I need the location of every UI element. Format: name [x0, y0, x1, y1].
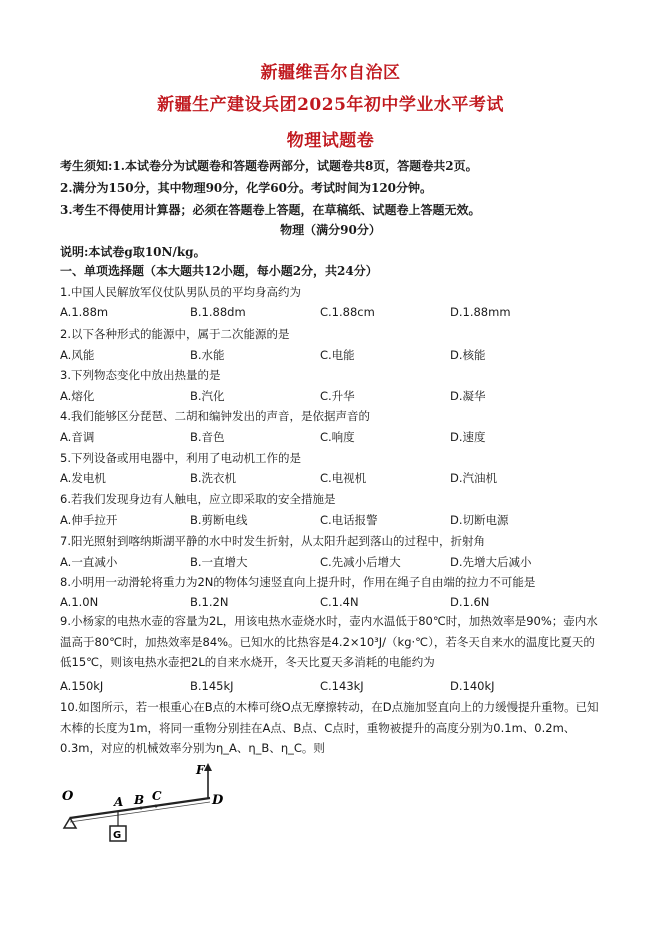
option-c: C.电能 — [320, 348, 355, 362]
option-c: C.1.4N — [320, 595, 359, 609]
question-9-options — [60, 679, 620, 695]
notice-line-3: 3.考生不得使用计算器；必须在答题卷上答题，在草稿纸、试题卷上答题无效。 — [60, 203, 481, 217]
label-c: C — [152, 789, 162, 803]
question-2-options — [60, 347, 620, 363]
option-b: B.145kJ — [190, 679, 234, 693]
option-b: B.1.2N — [190, 595, 229, 609]
option-c: C.先减小后增大 — [320, 555, 401, 569]
point-c-marker — [155, 805, 158, 808]
force-arrow-head — [204, 763, 212, 771]
option-d: D.先增大后减小 — [450, 555, 532, 569]
question-8-stem: 8.小明用一动滑轮将重力为2N的物体匀速竖直向上提升时，作用在绳子自由端的拉力不可能是 — [60, 575, 536, 589]
label-b: B — [134, 793, 145, 807]
label-o: O — [62, 789, 74, 804]
explanation: 说明:本试卷g取10N/kg。 — [60, 245, 206, 259]
option-b: B.一直增大 — [190, 555, 248, 569]
option-a: A.1.88m — [60, 305, 109, 319]
option-a: A.150kJ — [60, 679, 104, 693]
question-7-stem: 7.阳光照射到喀纳斯湖平静的水中时发生折射，从太阳升起到落山的过程中，折射角 — [60, 534, 485, 548]
question-5-options — [60, 470, 620, 486]
option-a: A.风能 — [60, 348, 95, 362]
option-d: D.速度 — [450, 430, 486, 444]
question-4-stem: 4.我们能够区分琵琶、二胡和编钟发出的声音，是依据声音的 — [60, 409, 370, 423]
option-d: D.核能 — [450, 348, 486, 362]
label-g: G — [113, 830, 122, 841]
option-b: B.汽化 — [190, 389, 225, 403]
option-d: D.切断电源 — [450, 513, 509, 527]
option-a: A.1.0N — [60, 595, 99, 609]
paper-title: 物理试题卷 — [286, 131, 375, 151]
option-c: C.响度 — [320, 430, 355, 444]
region-title: 新疆维吾尔自治区 — [260, 63, 401, 83]
option-c: C.1.88cm — [320, 305, 375, 319]
option-a: A.音调 — [60, 430, 95, 444]
label-a: A — [114, 795, 124, 809]
section-title: 物理（满分90分） — [280, 223, 381, 237]
label-f: F — [196, 763, 205, 777]
lever-diagram — [56, 760, 236, 850]
option-d: D.汽油机 — [450, 471, 498, 485]
option-b: B.1.88dm — [190, 305, 246, 319]
option-a: A.伸手拉开 — [60, 513, 118, 527]
question-6-stem: 6.若我们发现身边有人触电，应立即采取的安全措施是 — [60, 492, 336, 506]
option-b: B.剪断电线 — [190, 513, 248, 527]
question-5-stem: 5.下列设备或用电器中，利用了电动机工作的是 — [60, 451, 301, 465]
question-9-stem: 9.小杨家的电热水壶的容量为2L，用该电热水壶烧水时，壶内水温低于80℃时，加热效率是90%；壶内水温高于80℃时，加热效率是84%。已知水的比热容是4.2×10³J/（kg·℃），若冬天自来水的温度比夏天的低15℃，则该电热水壶把2L的自来水烧开，冬天比夏天多消耗的电能约为 — [60, 614, 598, 669]
part-heading: 一、单项选择题（本大题共12小题，每小题2分，共24分） — [60, 264, 378, 278]
option-a: A.发电机 — [60, 471, 106, 485]
pivot-triangle — [64, 818, 76, 828]
question-8-options — [60, 595, 620, 611]
option-b: B.音色 — [190, 430, 225, 444]
question-4-options — [60, 429, 620, 445]
question-3-stem: 3.下列物态变化中放出热量的是 — [60, 368, 221, 382]
question-10-stem: 10.如图所示，若一根重心在B点的木棒可绕O点无摩擦转动，在D点施加竖直向上的力缓慢提升重物。已知木棒的长度为1m，将同一重物分别挂在A点、B点、C点时，重物被提升的高度分别为0.1m、0.2m、0.3m，对应的机械效率分别为η_A、η_B、η_C。则 — [60, 700, 599, 755]
option-a: A.一直减小 — [60, 555, 118, 569]
notice-line-2: 2.满分为150分，其中物理90分，化学60分。考试时间为120分钟。 — [60, 181, 433, 195]
option-c: C.电视机 — [320, 471, 367, 485]
option-c: C.电话报警 — [320, 513, 378, 527]
option-b: B.水能 — [190, 348, 225, 362]
notice-line-1: 考生须知:1.本试卷分为试题卷和答题卷两部分，试题卷共8页，答题卷共2页。 — [60, 159, 478, 173]
option-d: D.140kJ — [450, 679, 495, 693]
question-6-options — [60, 512, 620, 528]
option-c: C.升华 — [320, 389, 355, 403]
question-7-options — [60, 554, 620, 570]
option-d: D.1.6N — [450, 595, 490, 609]
question-1-options — [60, 305, 620, 321]
option-a: A.熔化 — [60, 389, 95, 403]
option-d: D.1.88mm — [450, 305, 511, 319]
exam-title: 新疆生产建设兵团2025年初中学业水平考试 — [157, 95, 504, 115]
label-d: D — [212, 793, 224, 808]
question-2-stem: 2.以下各种形式的能源中，属于二次能源的是 — [60, 327, 290, 341]
option-b: B.洗衣机 — [190, 471, 237, 485]
question-1-stem: 1.中国人民解放军仪仗队男队员的平均身高约为 — [60, 285, 301, 299]
option-c: C.143kJ — [320, 679, 364, 693]
option-d: D.凝华 — [450, 389, 486, 403]
question-3-options — [60, 388, 620, 404]
